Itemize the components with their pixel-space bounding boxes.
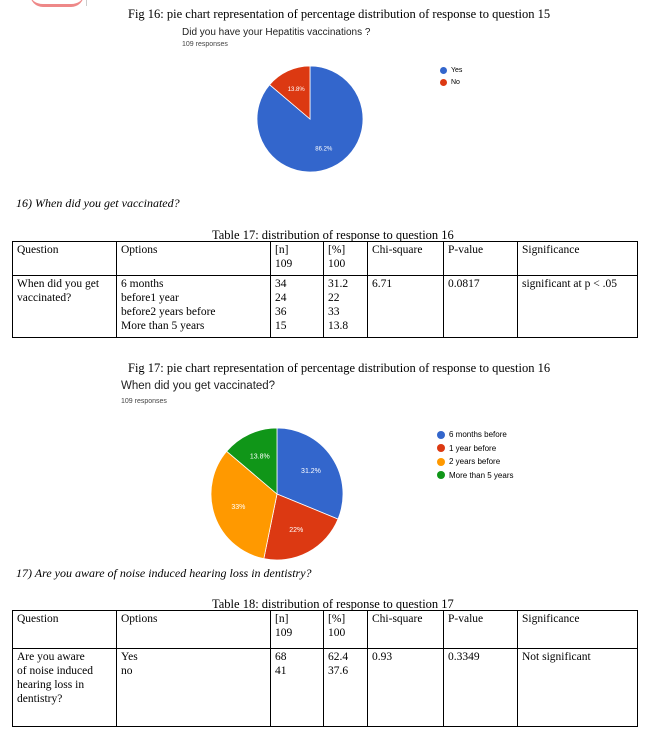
pct-value: 33 xyxy=(328,306,340,318)
fig17-slice-label-1: 22% xyxy=(289,526,304,534)
question-line: of noise induced xyxy=(17,665,94,677)
legend-swatch-1-year xyxy=(437,444,445,452)
option-item: 6 months xyxy=(121,278,164,290)
cell-chi-square: 6.71 xyxy=(368,276,444,338)
legend-item-5-years xyxy=(437,469,513,483)
fig17-slice-label-3: 13.8% xyxy=(249,453,270,461)
pct-value: 31.2 xyxy=(328,278,349,290)
legend-swatch-no xyxy=(440,79,447,86)
header-n-total: 109 xyxy=(275,627,293,639)
cell-question xyxy=(13,649,117,727)
header-p-value: P-value xyxy=(444,611,518,649)
cell-options xyxy=(117,276,271,338)
header-significance: Significance xyxy=(518,242,638,276)
header-chi-square: Chi-square xyxy=(368,242,444,276)
header-question: Question xyxy=(13,242,117,276)
header-options: Options xyxy=(117,242,271,276)
table-header-row xyxy=(13,242,638,276)
legend-swatch-5-years xyxy=(437,471,445,479)
header-n xyxy=(271,242,324,276)
legend-item-no xyxy=(440,76,462,88)
header-n-label: [n] xyxy=(275,244,289,256)
table18-caption: Table 18: distribution of response to question 17 xyxy=(212,597,454,611)
header-pct-label: [%] xyxy=(328,613,346,625)
cell-chi-square: 0.93 xyxy=(368,649,444,727)
cell-pct xyxy=(324,649,368,727)
question-line: dentistry? xyxy=(17,693,63,705)
legend-item-6-months xyxy=(437,428,513,442)
fig16-legend xyxy=(440,64,462,88)
cell-question xyxy=(13,276,117,338)
header-n xyxy=(271,611,324,649)
pct-value: 13.8 xyxy=(328,320,349,332)
fig17-question: When did you get vaccinated? xyxy=(121,380,276,392)
option-item: before2 years before xyxy=(121,306,216,318)
question-line: When did you get xyxy=(17,278,100,290)
question-17-heading: 17) Are you aware of noise induced hearing loss in dentistry? xyxy=(16,566,312,580)
option-item: no xyxy=(121,665,133,677)
cell-p-value: 0.0817 xyxy=(444,276,518,338)
table-row xyxy=(13,276,638,338)
fig16-caption: Fig 16: pie chart representation of percentage distribution of response to question 15 xyxy=(128,7,551,21)
pct-value: 22 xyxy=(328,292,340,304)
header-n-total: 109 xyxy=(275,258,293,270)
header-pct xyxy=(324,242,368,276)
legend-item-yes xyxy=(440,64,462,76)
header-options: Options xyxy=(117,611,271,649)
header-significance: Significance xyxy=(518,611,638,649)
legend-swatch-yes xyxy=(440,67,447,74)
table17-caption: Table 17: distribution of response to question 16 xyxy=(212,228,454,242)
cell-significance: significant at p < .05 xyxy=(518,276,638,338)
question-line: Are you aware xyxy=(17,651,85,663)
option-item: More than 5 years xyxy=(121,320,205,332)
fig17-slice-label-0: 31.2% xyxy=(301,468,321,476)
cell-options xyxy=(117,649,271,727)
table-17 xyxy=(12,241,638,338)
header-pct xyxy=(324,611,368,649)
n-value: 34 xyxy=(275,278,287,290)
legend-label-1-year: 1 year before xyxy=(449,443,497,453)
option-item: before1 year xyxy=(121,292,179,304)
legend-label-no: No xyxy=(451,78,460,86)
fig17-caption: Fig 17: pie chart representation of percentage distribution of response to question 16 xyxy=(128,361,551,375)
cell-n xyxy=(271,276,324,338)
table-row xyxy=(13,649,638,727)
header-pct-total: 100 xyxy=(328,627,346,639)
table-18 xyxy=(12,610,638,727)
table-header-row xyxy=(13,611,638,649)
question-16-heading: 16) When did you get vaccinated? xyxy=(16,196,180,210)
logo-fragment xyxy=(30,0,84,7)
option-item: Yes xyxy=(121,651,138,663)
fig16-slice-label-0: 86.2% xyxy=(315,146,333,153)
legend-item-1-year xyxy=(437,442,513,456)
legend-label-6-months: 6 months before xyxy=(449,430,507,440)
cell-significance: Not significant xyxy=(518,649,638,727)
n-value: 68 xyxy=(275,651,287,663)
cell-pct xyxy=(324,276,368,338)
header-p-value: P-value xyxy=(444,242,518,276)
n-value: 41 xyxy=(275,665,287,677)
fig16-slice-label-1: 13.8% xyxy=(287,86,305,93)
fig16-responses: 109 responses xyxy=(182,41,228,48)
cell-p-value: 0.3349 xyxy=(444,649,518,727)
n-value: 24 xyxy=(275,292,287,304)
header-chi-square: Chi-square xyxy=(368,611,444,649)
cell-n xyxy=(271,649,324,727)
legend-item-2-years xyxy=(437,455,513,469)
fig16-pie-chart xyxy=(250,64,370,180)
n-value: 36 xyxy=(275,306,287,318)
n-value: 15 xyxy=(275,320,287,332)
fig17-legend xyxy=(437,428,513,482)
fig17-responses: 109 responses xyxy=(121,398,167,405)
pct-value: 37.6 xyxy=(328,665,349,677)
pct-value: 62.4 xyxy=(328,651,349,663)
legend-swatch-2-years xyxy=(437,458,445,466)
legend-label-yes: Yes xyxy=(451,66,463,74)
legend-swatch-6-months xyxy=(437,431,445,439)
question-line: vaccinated? xyxy=(17,292,72,304)
fig16-question: Did you have your Hepatitis vaccinations ? xyxy=(182,27,371,38)
header-pct-total: 100 xyxy=(328,258,346,270)
divider xyxy=(86,0,87,6)
fig17-pie-chart xyxy=(206,424,348,564)
header-n-label: [n] xyxy=(275,613,289,625)
fig17-slice-label-2: 33% xyxy=(231,504,246,512)
legend-label-5-years: More than 5 years xyxy=(449,470,514,480)
header-question: Question xyxy=(13,611,117,649)
legend-label-2-years: 2 years before xyxy=(449,457,501,467)
question-line: hearing loss in xyxy=(17,679,85,691)
header-pct-label: [%] xyxy=(328,244,346,256)
